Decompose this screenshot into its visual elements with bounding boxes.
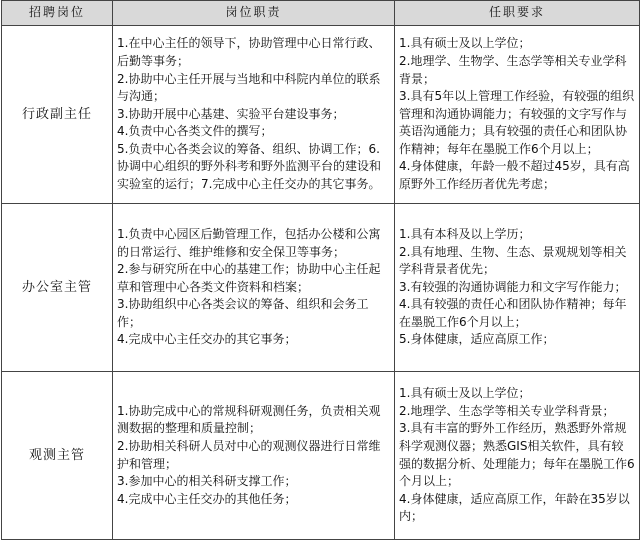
duty-item: 1.负责中心园区后勤管理工作，包括办公楼和公寓的日常运行、维护维修和安全保卫等事务； — [117, 226, 381, 259]
header-post: 招聘岗位 — [2, 1, 113, 26]
post-name: 观测主管 — [2, 372, 113, 540]
requirement-item: 3.具有5年以上管理工作经验，有较强的组织管理和沟通协调能力；有较强的文字写作与英语沟通能力；具有较强的责任心和团队协作精神；每年在墨脱工作6个月以上； — [399, 89, 635, 156]
requirement-item: 2.具有地理、生物、生态、景观规划等相关学科背景者优先； — [399, 244, 627, 277]
duty-item: 4.完成中心主任交办的其他任务； — [117, 491, 297, 506]
requirement-item: 4.具有较强的责任心和团队协作精神；每年在墨脱工作6个月以上； — [399, 297, 627, 329]
duties-cell — [113, 26, 395, 204]
duties-cell — [113, 372, 395, 540]
requirement-item: 1.具有硕士及以上学位； — [399, 386, 531, 401]
requirement-item: 1.具有本科及以上学历； — [399, 226, 531, 241]
requirement-item: 3.具有丰富的野外工作经历，熟悉野外常规科学观测仪器；熟悉GIS相关软件，具有较强的数据分析、处理能力；每年在墨脱工作6个月以上； — [399, 421, 635, 489]
duty-item: 2.参与研究所在中心的基建工作；协助中心主任起草和管理中心各类文件资料和档案； — [117, 262, 381, 294]
duty-item: 3.协助组织中心各类会议的筹备、组织和会务工作； — [117, 297, 369, 329]
requirements-cell — [395, 204, 640, 372]
duty-item: 2.协助中心主任开展与当地和中科院内单位的联系与沟通； — [117, 71, 381, 104]
requirements-cell — [395, 372, 640, 540]
duty-item: 4.完成中心主任交办的其它事务； — [117, 332, 297, 347]
post-name: 行政副主任 — [2, 26, 113, 204]
requirement-item: 2.地理学、生物学、生态学等相关专业学科背景； — [399, 53, 627, 86]
recruitment-table — [1, 0, 640, 540]
duty-item: 5.负责中心各类会议的筹备、组织、协调工作；6.协调中心组织的野外科考和野外监测平台的建设和实验室的运行；7.完成中心主任交办的其它事务。 — [117, 141, 382, 192]
requirement-item: 4.身体健康，年龄一般不超过45岁，具有高原野外工作经历者优先考虑； — [399, 159, 630, 192]
requirement-item: 2.地理学、生态学等相关专业学科背景； — [399, 403, 615, 418]
duty-item: 4.负责中心各类文件的撰写； — [117, 124, 273, 139]
requirement-item: 1.具有硕士及以上学位； — [399, 36, 531, 51]
post-name: 办公室主管 — [2, 204, 113, 372]
table-row — [2, 204, 640, 372]
requirement-item: 5.身体健康，适应高原工作； — [399, 332, 555, 347]
duty-item: 3.协助开展中心基建、实验平台建设事务； — [117, 106, 345, 121]
requirement-item: 4.身体健康，适应高原工作，年龄在35岁以内； — [399, 491, 630, 524]
duty-item: 1.在中心主任的领导下，协助管理中心日常行政、后勤等事务； — [117, 36, 381, 68]
requirements-cell — [395, 26, 640, 204]
duty-item: 1.协助完成中心的常规科研观测任务，负责相关观测数据的整理和质量控制； — [117, 403, 381, 436]
requirement-item: 3.有较强的沟通协调能力和文字写作能力； — [399, 279, 627, 294]
header-row — [2, 1, 640, 26]
duty-item: 2.协助相关科研人员对中心的观测仪器进行日常维护和管理； — [117, 438, 381, 471]
table-row — [2, 26, 640, 204]
duties-cell — [113, 204, 395, 372]
table-row — [2, 372, 640, 540]
header-requirements: 任职要求 — [395, 1, 640, 26]
duty-item: 3.参加中心的相关科研支撑工作； — [117, 474, 297, 489]
header-duties: 岗位职责 — [113, 1, 395, 26]
